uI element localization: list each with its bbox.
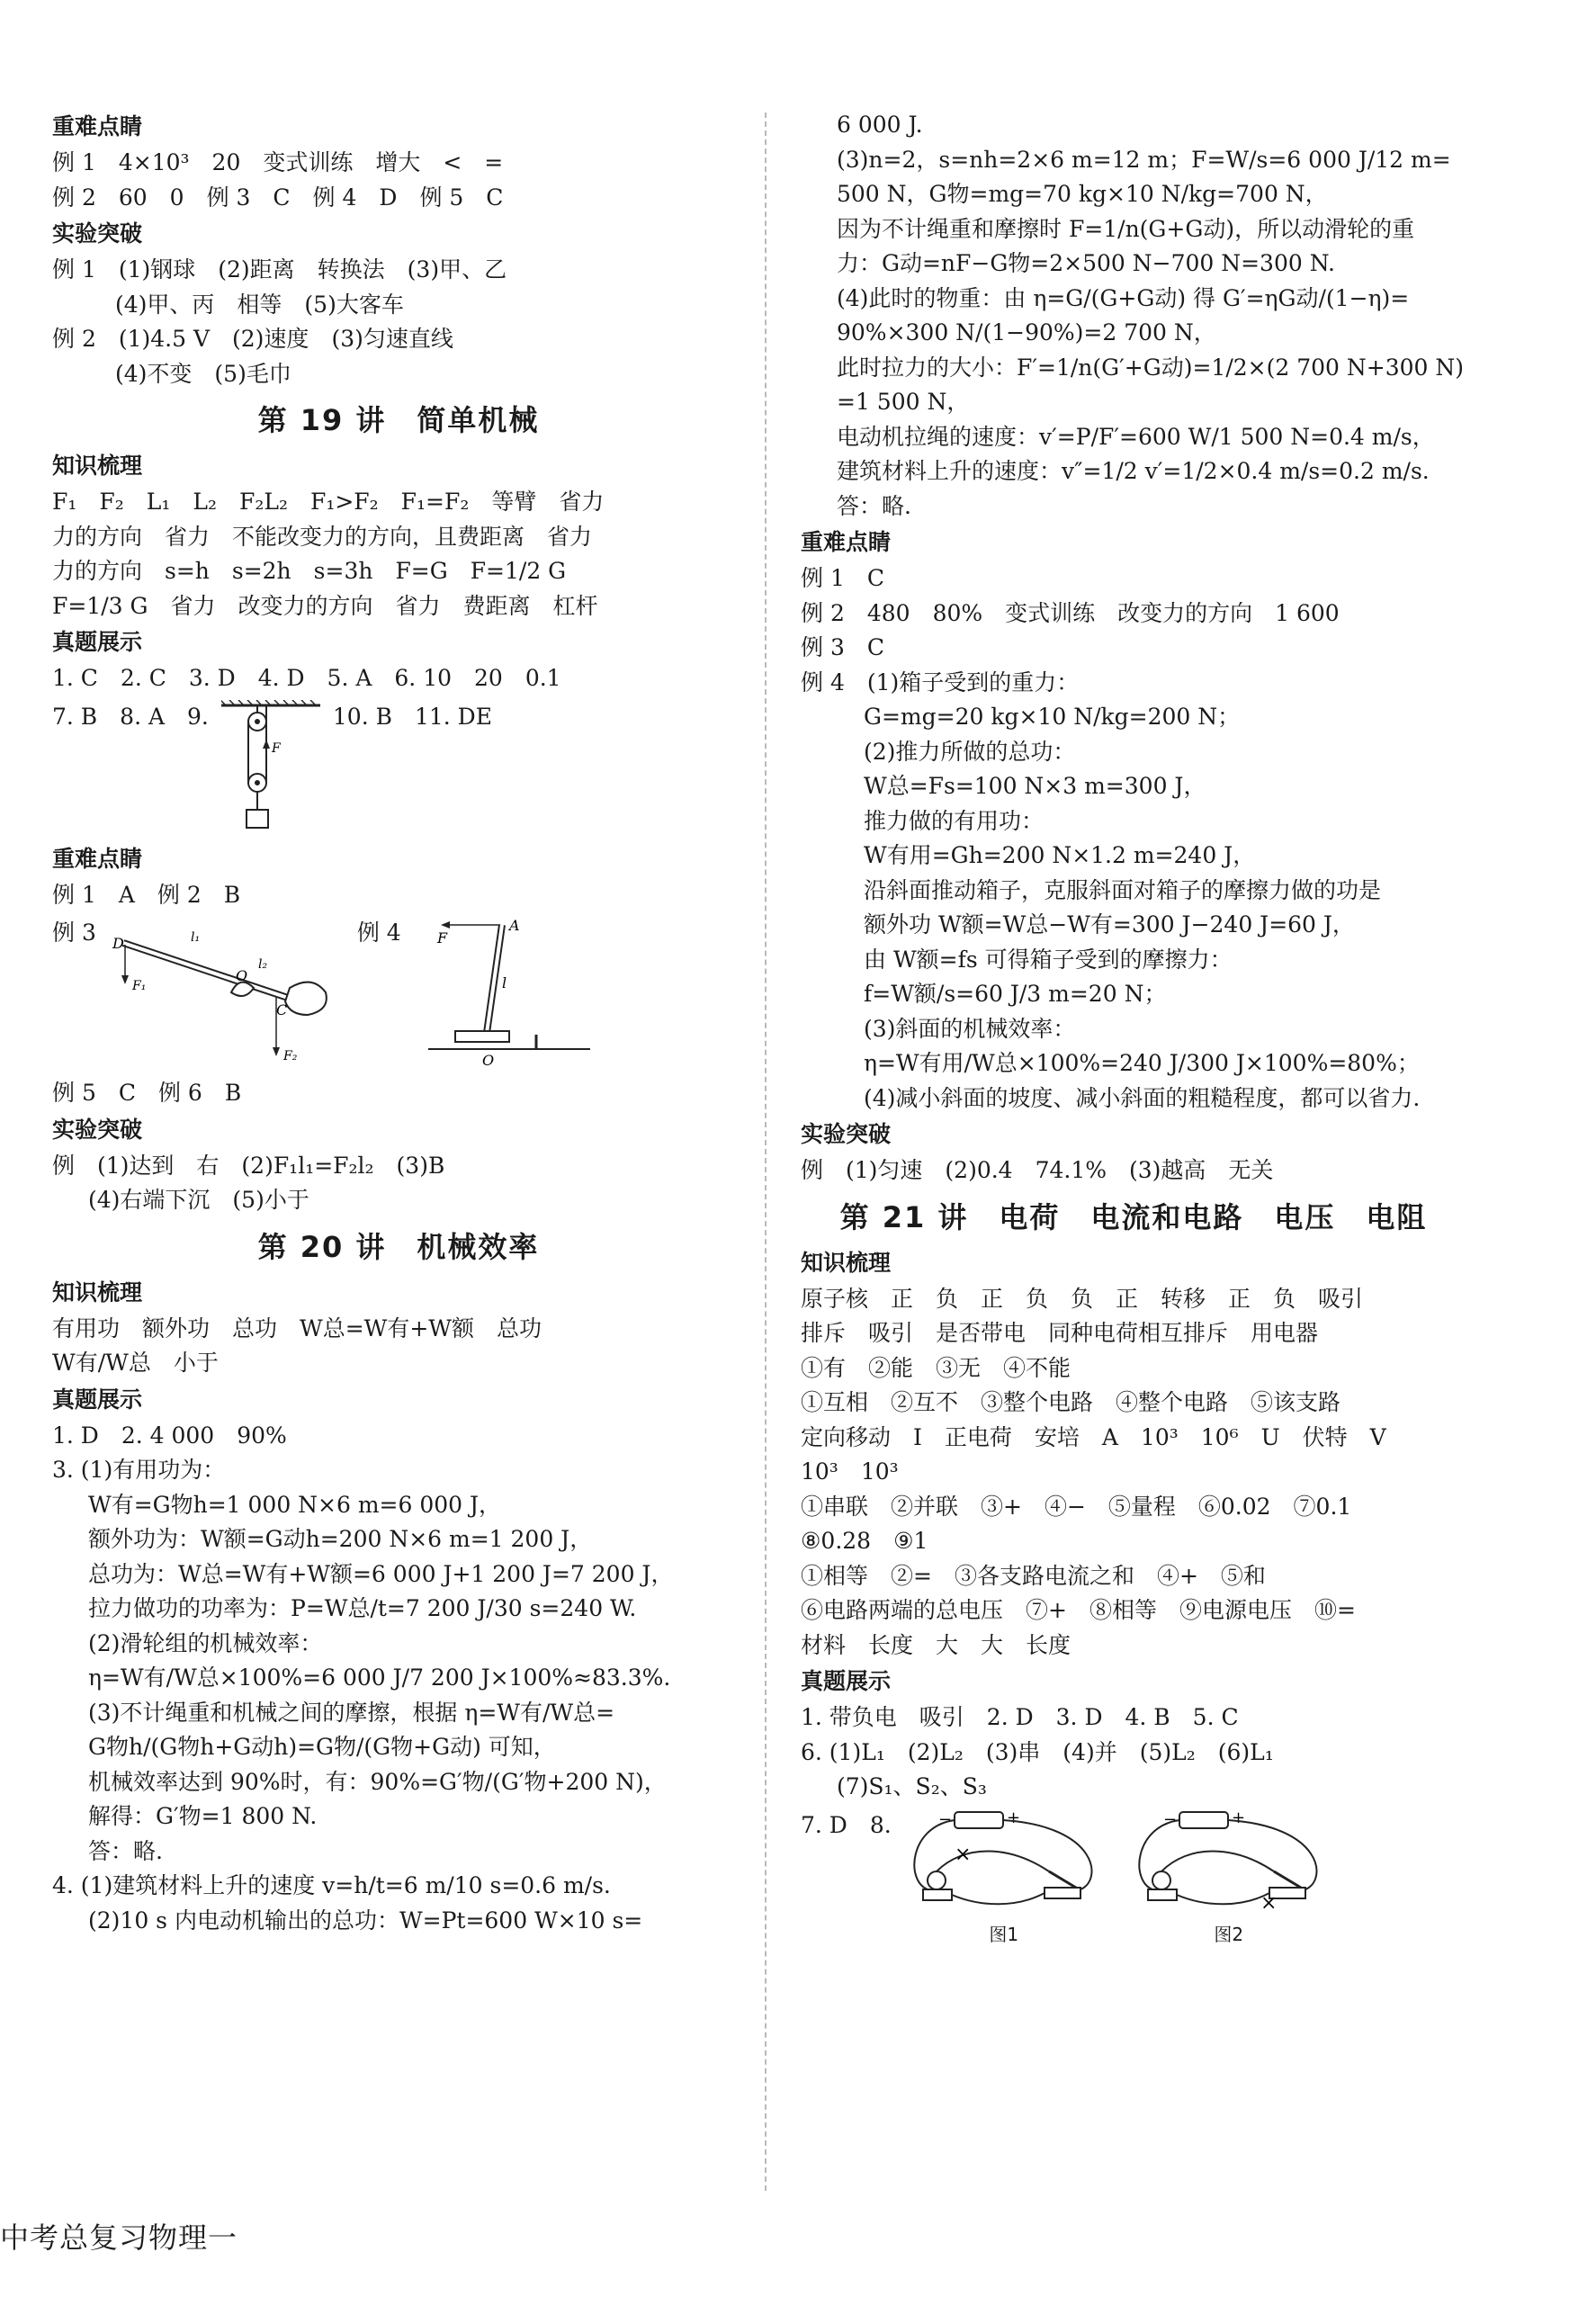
text-line: (4)不变 (5)毛巾 bbox=[115, 360, 291, 387]
text-line: 例 1 C bbox=[801, 565, 884, 591]
text-line: W有=G物h=1 000 N×6 m=6 000 J， bbox=[88, 1491, 502, 1518]
svg-text:O: O bbox=[481, 1052, 494, 1069]
text-line: 额外功为：W额=G动h=200 N×6 m=1 200 J， bbox=[88, 1526, 593, 1552]
left-column bbox=[52, 108, 745, 1938]
column-divider bbox=[765, 112, 767, 2191]
svg-text:F₁: F₁ bbox=[131, 979, 147, 993]
text-line: 1. 带负电 吸引 2. D 3. D 4. B 5. C bbox=[801, 1704, 1239, 1730]
text-line: 7. B 8. A 9. bbox=[52, 703, 209, 730]
svg-text:C: C bbox=[275, 1001, 288, 1018]
lever-diagram-example-3 bbox=[105, 925, 339, 1069]
text-line: (4)甲、丙 相等 (5)大客车 bbox=[115, 291, 404, 318]
text-line: 解得：G′物=1 800 N. bbox=[88, 1803, 318, 1829]
text-line: 推力做的有用功： bbox=[864, 807, 1045, 834]
section-heading: 真题展示 bbox=[52, 1386, 143, 1413]
text-line: 力：G动=nF−G物=2×500 N−700 N=300 N. bbox=[837, 250, 1335, 276]
circuit-figure-2 bbox=[1125, 1808, 1332, 1946]
section-heading: 真题展示 bbox=[801, 1668, 892, 1694]
text-line: G物h/(G物h+G动h)=G物/(G物+G动) 可知， bbox=[88, 1734, 556, 1760]
text-line: (7)S₁、S₂、S₃ bbox=[837, 1773, 987, 1799]
text-line: (2)推力所做的总功： bbox=[864, 738, 1076, 765]
text-line: 3. (1)有用功为： bbox=[52, 1457, 226, 1483]
lecture-title: 第 21 讲 电荷 电流和电路 电压 电阻 bbox=[839, 1199, 1428, 1234]
text-line: 例 2 480 80% 变式训练 改变力的方向 1 600 bbox=[801, 599, 1340, 626]
text-line: 力的方向 省力 不能改变力的方向，且费距离 省力 bbox=[52, 523, 593, 550]
section-heading: 实验突破 bbox=[52, 220, 143, 247]
text-line: 例 5 C 例 6 B bbox=[52, 1080, 242, 1106]
circuit-figures-row bbox=[801, 1808, 1466, 1946]
text-line: 答：略. bbox=[837, 492, 911, 519]
text-line: 例 (1)达到 右 (2)F₁l₁=F₂l₂ (3)B bbox=[52, 1152, 445, 1179]
text-line: 1. C 2. C 3. D 4. D 5. A 6. 10 20 0.1 bbox=[52, 665, 561, 691]
section-heading: 重难点睛 bbox=[52, 845, 143, 872]
text-line: 建筑材料上升的速度：v″=1/2 v′=1/2×0.4 m/s=0.2 m/s. bbox=[837, 458, 1430, 484]
text-line: ⑧0.28 ⑨1 bbox=[801, 1528, 928, 1554]
svg-text:O: O bbox=[235, 967, 247, 984]
text-line: 1. D 2. 4 000 90% bbox=[52, 1422, 287, 1449]
text-line: 此时拉力的大小：F′=1/n(G′+G动)=1/2×(2 700 N+300 N) bbox=[837, 354, 1464, 381]
text-line: =1 500 N， bbox=[837, 389, 970, 415]
svg-text:D: D bbox=[112, 935, 124, 952]
text-line: (4)此时的物重：由 η=G/(G+G动) 得 G′=ηG动/(1−η)= bbox=[837, 284, 1410, 311]
svg-text:×: × bbox=[1260, 1891, 1278, 1915]
svg-text:l: l bbox=[501, 974, 507, 991]
section-heading: 重难点睛 bbox=[801, 529, 892, 555]
text-line: 例 2 60 0 例 3 C 例 4 D 例 5 C bbox=[52, 184, 504, 211]
text-line: 4. (1)建筑材料上升的速度 v=h/t=6 m/10 s=0.6 m/s. bbox=[52, 1872, 611, 1898]
circuit-diagram-1 bbox=[901, 1808, 1107, 1916]
text-line: 总功为：W总=W有+W额=6 000 J+1 200 J=7 200 J， bbox=[88, 1560, 674, 1587]
svg-text:l₂: l₂ bbox=[257, 957, 267, 972]
text-line: (4)右端下沉 (5)小于 bbox=[88, 1187, 309, 1213]
text-line: 定向移动 I 正电荷 安培 A 10³ 10⁶ U 伏特 V bbox=[801, 1423, 1386, 1450]
lever-diagram-example-4 bbox=[419, 916, 599, 1069]
text-line: 材料 长度 大 大 长度 bbox=[801, 1631, 1071, 1658]
circuit-figure-1 bbox=[901, 1808, 1107, 1946]
text-line: F=1/3 G 省力 改变力的方向 省力 费距离 杠杆 bbox=[52, 592, 598, 619]
text-line: F₁ F₂ L₁ L₂ F₂L₂ F₁>F₂ F₁=F₂ 等臂 省力 bbox=[52, 489, 605, 515]
text-line: 90%×300 N/(1−90%)=2 700 N， bbox=[837, 319, 1216, 345]
section-heading: 实验突破 bbox=[52, 1116, 143, 1143]
section-heading: 实验突破 bbox=[801, 1121, 892, 1147]
text-line: ①串联 ②并联 ③+ ④− ⑤量程 ⑥0.02 ⑦0.1 bbox=[801, 1493, 1352, 1520]
text-line: 原子核 正 负 正 负 负 正 转移 正 负 吸引 bbox=[801, 1285, 1364, 1312]
text-line: 10³ 10³ bbox=[801, 1458, 899, 1485]
section-heading: 知识梳理 bbox=[801, 1249, 892, 1276]
text-line: 电动机拉绳的速度：v′=P/F′=600 W/1 500 N=0.4 m/s， bbox=[837, 423, 1435, 450]
footer-label: 中考总复习物理一 bbox=[0, 2221, 238, 2255]
text-line: W有/W总 小于 bbox=[52, 1350, 219, 1376]
lecture-title: 第 19 讲 简单机械 bbox=[257, 403, 540, 437]
text-line: 例 4 (1)箱子受到的重力： bbox=[801, 668, 1080, 695]
text-line: 6. (1)L₁ (2)L₂ (3)串 (4)并 (5)L₂ (6)L₁ bbox=[801, 1738, 1274, 1765]
svg-text:+: + bbox=[1006, 1808, 1020, 1827]
text-line: (2)滑轮组的机械效率： bbox=[88, 1629, 323, 1656]
text-line: 10. B 11. DE bbox=[332, 703, 492, 730]
text-line: W有用=Gh=200 N×1.2 m=240 J， bbox=[864, 842, 1256, 868]
lecture-title: 第 20 讲 机械效率 bbox=[257, 1229, 540, 1264]
text-line: 答：略. bbox=[88, 1837, 163, 1864]
text-line: f=W额/s=60 J/3 m=20 N； bbox=[864, 981, 1167, 1007]
pulley-diagram bbox=[221, 700, 320, 835]
text-line: η=W有用/W总×100%=240 J/300 J×100%=80%； bbox=[864, 1050, 1420, 1076]
text-line: 500 N，G物=mg=70 kg×10 N/kg=700 N， bbox=[837, 181, 1328, 207]
text-line: ①相等 ②= ③各支路电流之和 ④+ ⑤和 bbox=[801, 1562, 1266, 1589]
text-line: 因为不计绳重和摩擦时 F=1/n(G+G动)，所以动滑轮的重 bbox=[837, 215, 1415, 242]
text-line: 机械效率达到 90%时，有：90%=G′物/(G′物+200 N)， bbox=[88, 1768, 667, 1795]
text-line: 由 W额=fs 可得箱子受到的摩擦力： bbox=[864, 946, 1233, 973]
text-line: 有用功 额外功 总功 W总=W有+W额 总功 bbox=[52, 1314, 542, 1341]
text-line: 沿斜面推动箱子，克服斜面对箱子的摩擦力做的功是 bbox=[864, 876, 1382, 903]
section-heading: 重难点睛 bbox=[52, 113, 143, 139]
text-line: ①有 ②能 ③无 ④不能 bbox=[801, 1354, 1071, 1381]
text-line: 例 3 bbox=[52, 920, 96, 946]
text-line: 额外功 W额=W总−W有=300 J−240 J=60 J， bbox=[864, 911, 1355, 938]
section-heading: 知识梳理 bbox=[52, 453, 143, 479]
svg-text:A: A bbox=[508, 917, 520, 934]
section-heading: 真题展示 bbox=[52, 629, 143, 655]
text-line: 7. D 8. bbox=[801, 1811, 892, 1838]
circuit-diagram-2 bbox=[1125, 1808, 1332, 1916]
text-line: 例 1 (1)钢球 (2)距离 转换法 (3)甲、乙 bbox=[52, 256, 507, 283]
text-line: 例 (1)匀速 (2)0.4 74.1% (3)越高 无关 bbox=[801, 1157, 1274, 1183]
right-column bbox=[801, 108, 1466, 1950]
text-line: ①互相 ②互不 ③整个电路 ④整个电路 ⑤该支路 bbox=[801, 1389, 1341, 1415]
text-line: (3)n=2，s=nh=2×6 m=12 m；F=W/s=6 000 J/12 m= bbox=[837, 146, 1451, 173]
svg-text:−: − bbox=[1162, 1809, 1177, 1829]
figure-caption: 图2 bbox=[1214, 1923, 1244, 1945]
lever-figure-4 bbox=[419, 916, 599, 1072]
text-line: 例 2 (1)4.5 V (2)速度 (3)匀速直线 bbox=[52, 326, 453, 352]
text-line: 例 3 C bbox=[801, 634, 884, 660]
svg-text:F₂: F₂ bbox=[282, 1049, 298, 1063]
text-line: G=mg=20 kg×10 N/kg=200 N； bbox=[864, 704, 1241, 730]
lever-figure-3 bbox=[105, 925, 339, 1072]
svg-text:l₁: l₁ bbox=[190, 930, 200, 945]
section-heading: 知识梳理 bbox=[52, 1279, 143, 1306]
svg-text:−: − bbox=[937, 1809, 952, 1829]
text-line: (4)减小斜面的坡度、减小斜面的粗糙程度，都可以省力. bbox=[864, 1084, 1421, 1111]
text-line: 拉力做功的功率为：P=W总/t=7 200 J/30 s=240 W. bbox=[88, 1595, 637, 1621]
text-line: W总=Fs=100 N×3 m=300 J， bbox=[864, 773, 1206, 799]
text-line: (3)斜面的机械效率： bbox=[864, 1015, 1076, 1042]
text-line: 例 1 4×10³ 20 变式训练 增大 < = bbox=[52, 149, 504, 175]
figure-caption: 图1 bbox=[989, 1923, 1019, 1945]
text-line: 例 1 A 例 2 B bbox=[52, 881, 241, 908]
svg-text:×: × bbox=[954, 1843, 972, 1866]
text-line: (2)10 s 内电动机输出的总功：W=Pt=600 W×10 s= bbox=[88, 1907, 643, 1934]
svg-text:+: + bbox=[1231, 1808, 1245, 1827]
text-line: η=W有/W总×100%=6 000 J/7 200 J×100%≈83.3%. bbox=[88, 1664, 671, 1691]
text-line: ⑥电路两端的总电压 ⑦+ ⑧相等 ⑨电源电压 ⑩= bbox=[801, 1597, 1356, 1623]
text-line: (3)不计绳重和机械之间的摩擦，根据 η=W有/W总= bbox=[88, 1699, 615, 1726]
lever-figures-row bbox=[52, 916, 745, 1072]
text-line: 例 4 bbox=[356, 920, 401, 946]
text-line: 排斥 吸引 是否带电 同种电荷相互排斥 用电器 bbox=[801, 1320, 1319, 1346]
pulley-figure bbox=[221, 700, 320, 839]
text-line: 力的方向 s=h s=2h s=3h F=G F=1/2 G bbox=[52, 558, 567, 584]
svg-text:F: F bbox=[271, 740, 281, 756]
svg-text:F: F bbox=[436, 929, 447, 947]
text-line: 6 000 J. bbox=[837, 112, 923, 138]
answer-row-with-pulley bbox=[52, 700, 745, 839]
